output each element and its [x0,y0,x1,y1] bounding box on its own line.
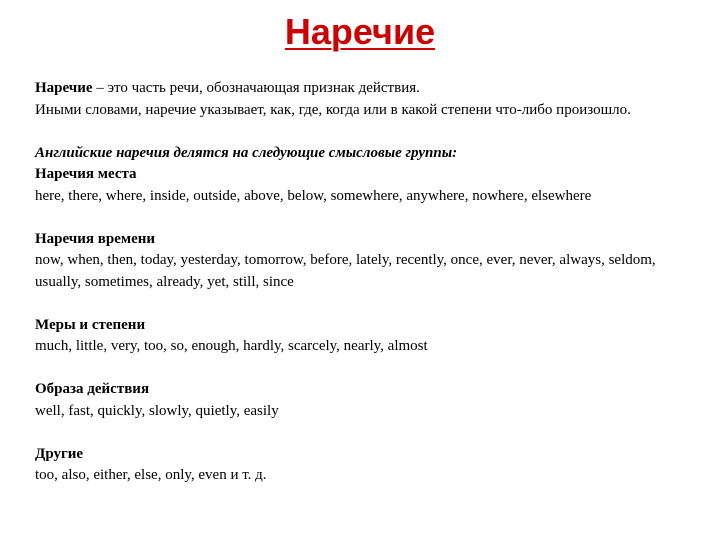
group-heading-degree: Меры и степени [35,316,146,333]
spacer [35,207,685,229]
group-words-time: now, when, then, today, yesterday, tomorrow, before, lately, recently, once, ever, never, always, seldom, usually, sometimes, already, yet, still, since [35,252,656,290]
definition-term: Наречие [35,80,93,96]
groups-intro: Английские наречия делятся на следующие смысловые группы: [35,144,458,161]
group-heading-other: Другие [35,445,84,462]
spacer [35,358,685,380]
spacer [35,293,685,315]
spacer [35,422,685,444]
group-words-manner: well, fast, quickly, slowly, quietly, easily [35,402,279,419]
page-title: Наречие [284,11,436,52]
document-body [35,78,685,487]
definition-explanation: Иными словами, наречие указывает, как, где, когда или в какой степени что-либо произошло. [35,101,631,118]
definition-text: – это часть речи, обозначающая признак действия. [92,80,420,96]
group-words-place: here, there, where, inside, outside, above, below, somewhere, anywhere, nowhere, elsewhere [35,187,592,204]
group-heading-time: Наречия времени [35,230,156,247]
definition-line [35,78,685,100]
group-words-other: too, also, either, else, only, even и т. д. [35,467,267,483]
group-heading-place: Наречия места [35,166,137,182]
spacer [35,121,685,143]
group-heading-manner: Образа действия [35,381,150,397]
group-words-degree: much, little, very, too, so, enough, hardly, scarcely, nearly, almost [35,338,428,354]
